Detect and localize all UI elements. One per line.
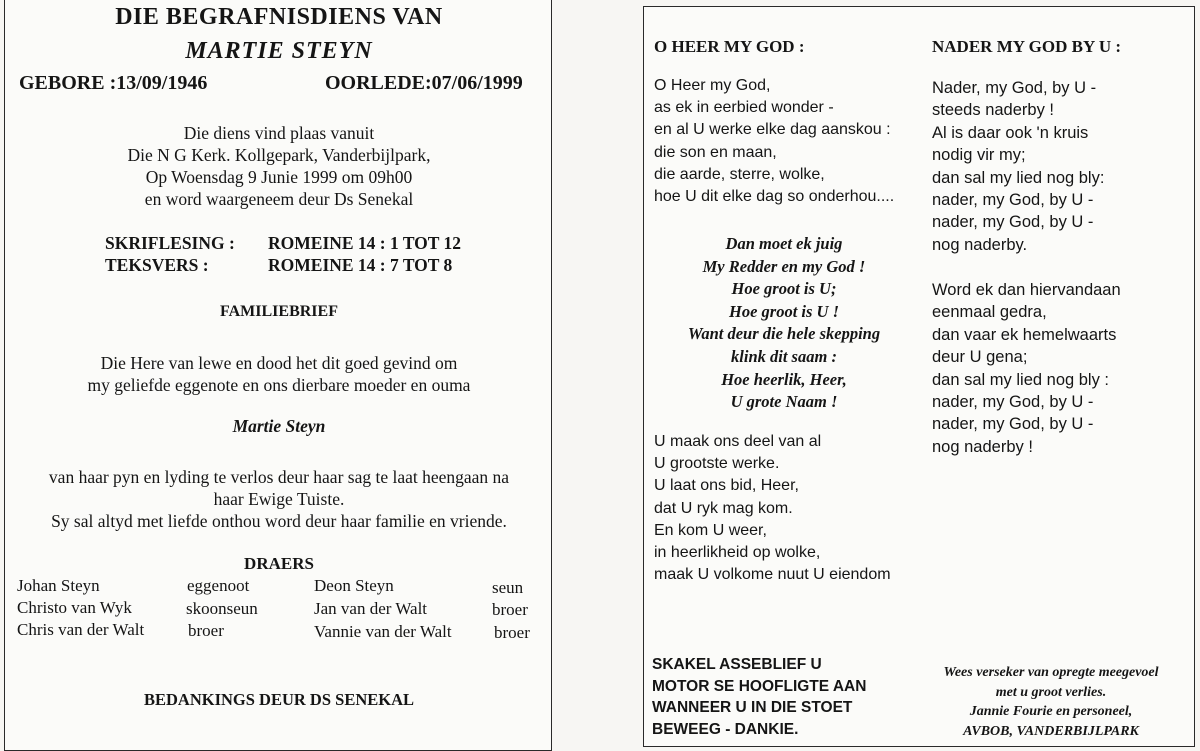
text-verse-label: TEKSVERS :	[105, 255, 209, 275]
hymn2-title: NADER MY GOD BY U :	[932, 37, 1122, 56]
poem-line: nader, my God, by U -	[932, 213, 1094, 232]
notice-line: WANNEER U IN DIE STOET	[652, 699, 853, 716]
poem-line: maak U volkome nuut U eiendom	[654, 566, 891, 584]
poem-line: dan sal my lied nog bly :	[932, 370, 1110, 389]
poem-line: Nader, my God, by U -	[932, 79, 1097, 97]
death-date: OORLEDE:07/06/1999	[325, 72, 523, 94]
poem-line: nader, my God, by U -	[932, 393, 1094, 412]
hymn1-title: O HEER MY GOD :	[654, 37, 805, 56]
family-letter-intro	[5, 352, 553, 396]
headlights-notice	[652, 654, 866, 740]
poem-line: U laat ons bid, Heer,	[654, 477, 799, 495]
poem-line: as ek in eerbied wonder -	[654, 99, 834, 117]
notice-line: BEWEEG - DANKIE.	[652, 720, 799, 738]
family-letter-line: my geliefde eggenote en ons dierbare moeder en ouma	[87, 375, 471, 395]
poem-line: nodig vir my;	[932, 146, 1026, 165]
scripture-reading-label: SKRIFLESING :	[105, 233, 235, 253]
notice-line: MOTOR SE HOOFLIGTE AAN	[652, 677, 867, 695]
poem-line: nader, my God, by U -	[932, 415, 1094, 434]
poem-line: steeds naderby !	[932, 101, 1054, 120]
poem-line: hoe U dit elke dag so onderhou....	[654, 188, 895, 206]
poem-line: nader, my God, by U -	[932, 191, 1094, 210]
bearer-name: Jan van der Walt	[314, 599, 428, 618]
bearer-relation: seun	[492, 578, 524, 597]
hymn1-verse2	[654, 431, 891, 586]
chorus-line: My Redder en my God !	[702, 256, 866, 276]
poem-line: U maak ons deel van al	[654, 433, 822, 450]
chorus-line: klink dit saam :	[731, 346, 837, 366]
chorus-line: Hoe heerlik, Heer,	[721, 369, 847, 389]
bearer-name: Christo van Wyk	[17, 598, 132, 617]
family-letter-outro	[5, 466, 553, 532]
poem-line: Word ek dan hiervandaan	[932, 281, 1121, 299]
service-title: DIE BEGRAFNISDIENS VAN	[115, 4, 443, 30]
bearer-relation: skoonseun	[186, 599, 258, 618]
service-details	[5, 122, 553, 210]
scripture-reading-value: ROMEINE 14 : 1 TOT 12	[268, 233, 462, 253]
right-page	[643, 6, 1195, 747]
service-line: Op Woensdag 9 Junie 1999 om 09h00	[145, 167, 413, 187]
bearer-relation: broer	[188, 621, 224, 640]
condolence-note	[916, 663, 1186, 741]
poem-line: nog naderby !	[932, 437, 1033, 456]
poem-line: dan sal my lied nog bly:	[932, 168, 1105, 187]
text-verse-value: ROMEINE 14 : 7 TOT 8	[268, 255, 453, 275]
poem-line: in heerlikheid op wolke,	[654, 544, 821, 562]
hymn2-verse2	[932, 279, 1121, 458]
condolence-line: met u groot verlies.	[995, 684, 1107, 700]
family-letter-line: haar Ewige Tuiste.	[213, 489, 345, 509]
condolence-line: Wees verseker van opregte meegevoel	[943, 665, 1159, 680]
poem-line: en al U werke elke dag aanskou :	[654, 121, 891, 139]
service-line: Die N G Kerk. Kollgepark, Vanderbijlpark,	[127, 145, 431, 165]
poem-line: dan vaar ek hemelwaarts	[932, 325, 1117, 344]
poem-line: En kom U weer,	[654, 521, 767, 539]
service-line: Die diens vind plaas vanuit	[183, 123, 375, 143]
bearer-name: Johan Steyn	[17, 576, 100, 595]
poem-line: eenmaal gedra,	[932, 303, 1047, 322]
condolence-line: Jannie Fourie en personeel,	[969, 704, 1133, 719]
poem-line: deur U gena;	[932, 348, 1028, 367]
family-letter-name: Martie Steyn	[232, 416, 326, 436]
poem-line: die son en maan,	[654, 143, 777, 161]
poem-line: Al is daar ook 'n kruis	[932, 123, 1089, 142]
poem-line: die aarde, sterre, wolke,	[654, 165, 825, 183]
notice-line: SKAKEL ASSEBLIEF U	[652, 656, 822, 673]
poem-line: O Heer my God,	[654, 77, 771, 94]
birth-date: GEBORE :13/09/1946	[19, 72, 208, 94]
family-letter-heading: FAMILIEBRIEF	[220, 303, 338, 320]
chorus-line: Hoe groot is U !	[728, 301, 839, 321]
hymn1-chorus	[644, 233, 924, 414]
bearer-relation: broer	[494, 623, 530, 642]
poem-line: dat U ryk mag kom.	[654, 499, 793, 517]
service-line: en word waargeneem deur Ds Senekal	[144, 189, 414, 209]
chorus-line: U grote Naam !	[730, 392, 838, 412]
family-letter-line: Sy sal altyd met liefde onthou word deur haar familie en vriende.	[51, 511, 507, 531]
family-letter-line: van haar pyn en lyding te verlos deur haar sag te laat heengaan na	[48, 467, 510, 487]
bearer-name: Vannie van der Walt	[314, 622, 452, 641]
bearer-name: Chris van der Walt	[17, 620, 145, 639]
bearer-relation: eggenoot	[187, 576, 250, 595]
condolence-line: AVBOB, VANDERBIJLPARK	[963, 723, 1139, 739]
chorus-line: Dan moet ek juig	[725, 234, 843, 253]
left-page	[4, 0, 552, 751]
bearers-heading: DRAERS	[244, 554, 314, 573]
bearer-relation: broer	[492, 600, 528, 619]
chorus-line: Want deur die hele skepping	[687, 324, 881, 344]
hymn1-verse1	[654, 75, 894, 208]
hymn2-verse1	[932, 77, 1104, 256]
bearer-name: Deon Steyn	[314, 576, 394, 595]
chorus-line: Hoe groot is U;	[731, 279, 837, 299]
deceased-name: MARTIE STEYN	[185, 38, 373, 64]
poem-line: U grootste werke.	[654, 455, 780, 473]
family-letter-line: Die Here van lewe en dood het dit goed gevind om	[100, 353, 458, 373]
poem-line: nog naderby.	[932, 235, 1028, 254]
thanks-line: BEDANKINGS DEUR DS SENEKAL	[143, 690, 415, 709]
